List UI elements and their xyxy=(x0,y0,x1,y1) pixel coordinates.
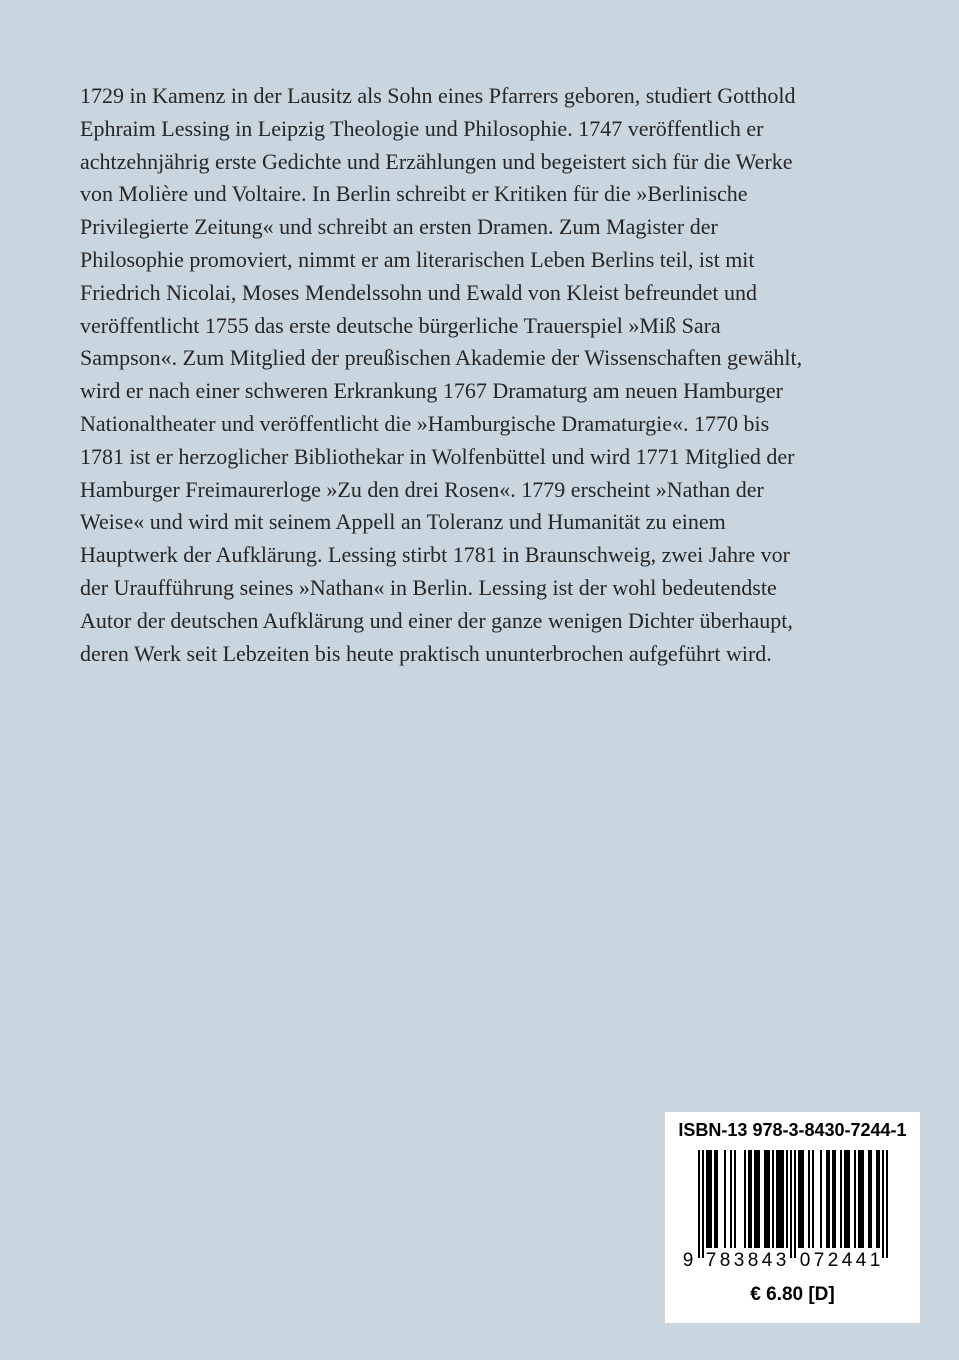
barcode-bar xyxy=(730,1150,732,1248)
barcode-bar xyxy=(724,1150,726,1248)
barcode-bar xyxy=(802,1150,804,1248)
price-label: € 6.80 [D] xyxy=(750,1284,835,1305)
barcode-digit: 3 xyxy=(733,1250,745,1271)
blurb-line: Friedrich Nicolai, Moses Mendelssohn und Ewald von Kleist befreundet und xyxy=(80,279,757,305)
barcode-digit: 4 xyxy=(841,1250,853,1271)
barcode-bar xyxy=(778,1150,780,1248)
barcode-guard-bar xyxy=(794,1150,796,1258)
barcode-bar xyxy=(858,1150,860,1248)
barcode-bar xyxy=(834,1150,836,1248)
blurb-line: Autor der deutschen Aufklärung und einer der ganze wenigen Dichter überhaupt, xyxy=(80,607,793,633)
barcode-bar xyxy=(772,1150,774,1248)
barcode-digit: 2 xyxy=(827,1250,839,1271)
blurb-line: Privilegierte Zeitung« und schreibt an ersten Dramen. Zum Magister der xyxy=(80,214,718,240)
barcode-bar xyxy=(744,1150,746,1248)
blurb-line: deren Werk seit Lebzeiten bis heute praktisch ununterbrochen aufgeführt wird. xyxy=(80,640,772,666)
blurb-line: Philosophie promoviert, nimmt er am literarischen Leben Berlins teil, ist mit xyxy=(80,246,755,272)
barcode-bar xyxy=(828,1150,830,1248)
blurb-line: Weise« und wird mit seinem Appell an Toleranz und Humanität zu einem xyxy=(80,509,726,535)
barcode-digit: 7 xyxy=(813,1250,825,1271)
barcode-digit: 8 xyxy=(719,1250,731,1271)
barcode-bar xyxy=(768,1150,770,1248)
blurb-line: Hauptwerk der Aufklärung. Lessing stirbt 1781 in Braunschweig, zwei Jahre vor xyxy=(80,542,790,568)
barcode-bar xyxy=(854,1150,856,1248)
barcode-bar xyxy=(750,1150,752,1248)
blurb-line: der Uraufführung seines »Nathan« in Berlin. Lessing ist der wohl bedeutendste xyxy=(80,574,777,600)
barcode-bar xyxy=(764,1150,766,1248)
barcode-bar xyxy=(868,1150,870,1248)
barcode-bar xyxy=(716,1150,718,1248)
barcode-digit: 4 xyxy=(855,1250,867,1271)
barcode-bar xyxy=(748,1150,750,1248)
isbn-barcode-box xyxy=(665,1112,920,1323)
barcode-bar xyxy=(782,1150,784,1248)
barcode-bar xyxy=(826,1150,828,1248)
barcode-bar xyxy=(756,1150,758,1248)
barcode-bar xyxy=(800,1150,802,1248)
barcode-bar xyxy=(786,1150,788,1248)
barcode-bar xyxy=(820,1150,822,1248)
barcode-icon xyxy=(665,1112,920,1284)
blurb-line: wird er nach einer schweren Erkrankung 1767 Dramaturg am neuen Hamburger xyxy=(80,378,783,404)
barcode-bar xyxy=(734,1150,736,1248)
barcode-bar xyxy=(870,1150,872,1248)
barcode-bar xyxy=(832,1150,834,1248)
blurb-line: achtzehnjährig erste Gedichte und Erzählungen und begeistert sich für die Werke xyxy=(80,148,793,174)
barcode-guard-bar xyxy=(882,1150,884,1258)
barcode-bar xyxy=(754,1150,756,1248)
barcode-digit: 7 xyxy=(705,1250,717,1271)
barcode-bar xyxy=(766,1150,768,1248)
isbn-label: ISBN-13 978-3-8430-7244-1 xyxy=(678,1120,907,1140)
blurb-line: veröffentlicht 1755 das erste deutsche bürgerliche Trauerspiel »Miß Sara xyxy=(80,312,721,338)
barcode-bar xyxy=(798,1150,800,1248)
barcode-bar xyxy=(758,1150,760,1248)
barcode-bar xyxy=(876,1150,878,1248)
barcode-guard-bar xyxy=(886,1150,888,1258)
barcode-digit: 3 xyxy=(775,1250,787,1271)
barcode-bar xyxy=(848,1150,850,1248)
barcode-guard-bar xyxy=(698,1150,700,1258)
barcode-bar xyxy=(808,1150,810,1248)
blurb-line: Nationaltheater und veröffentlicht die »Hamburgische Dramaturgie«. 1770 bis xyxy=(80,410,770,436)
barcode-bar xyxy=(846,1150,848,1248)
barcode-guard-bar xyxy=(790,1150,792,1258)
blurb-line: Ephraim Lessing in Leipzig Theologie und Philosophie. 1747 veröffentlich er xyxy=(80,115,764,141)
barcode-bar xyxy=(878,1150,880,1248)
blurb-line: von Molière und Voltaire. In Berlin schreibt er Kritiken für die »Berlinische xyxy=(80,181,748,207)
blurb-line: Hamburger Freimaurerloge »Zu den drei Rosen«. 1779 erscheint »Nathan der xyxy=(80,476,764,502)
barcode-digit: 9 xyxy=(682,1250,694,1271)
barcode-guard-bar xyxy=(702,1150,704,1258)
barcode-digit: 8 xyxy=(747,1250,759,1271)
barcode-bar xyxy=(780,1150,782,1248)
barcode-bar xyxy=(860,1150,862,1248)
blurb-line: Sampson«. Zum Mitglied der preußischen Akademie der Wissenschaften gewählt, xyxy=(80,345,803,371)
barcode-digit: 1 xyxy=(869,1250,881,1271)
barcode-bar xyxy=(710,1150,712,1248)
barcode-digit: 4 xyxy=(761,1250,773,1271)
barcode-bar xyxy=(706,1150,708,1248)
blurb-line: 1729 in Kamenz in der Lausitz als Sohn eines Pfarrers geboren, studiert Gotthold xyxy=(80,83,796,108)
barcode-bar xyxy=(812,1150,814,1248)
barcode-bar xyxy=(840,1150,842,1248)
back-cover-blurb xyxy=(80,80,880,670)
barcode-bar xyxy=(844,1150,846,1248)
blurb-line: 1781 ist er herzoglicher Bibliothekar in Wolfenbüttel und wird 1771 Mitglied der xyxy=(80,443,795,469)
barcode-bar xyxy=(714,1150,716,1248)
barcode-bar xyxy=(862,1150,864,1248)
barcode-bar xyxy=(776,1150,778,1248)
barcode-digit: 0 xyxy=(799,1250,811,1271)
barcode-bar xyxy=(708,1150,710,1248)
